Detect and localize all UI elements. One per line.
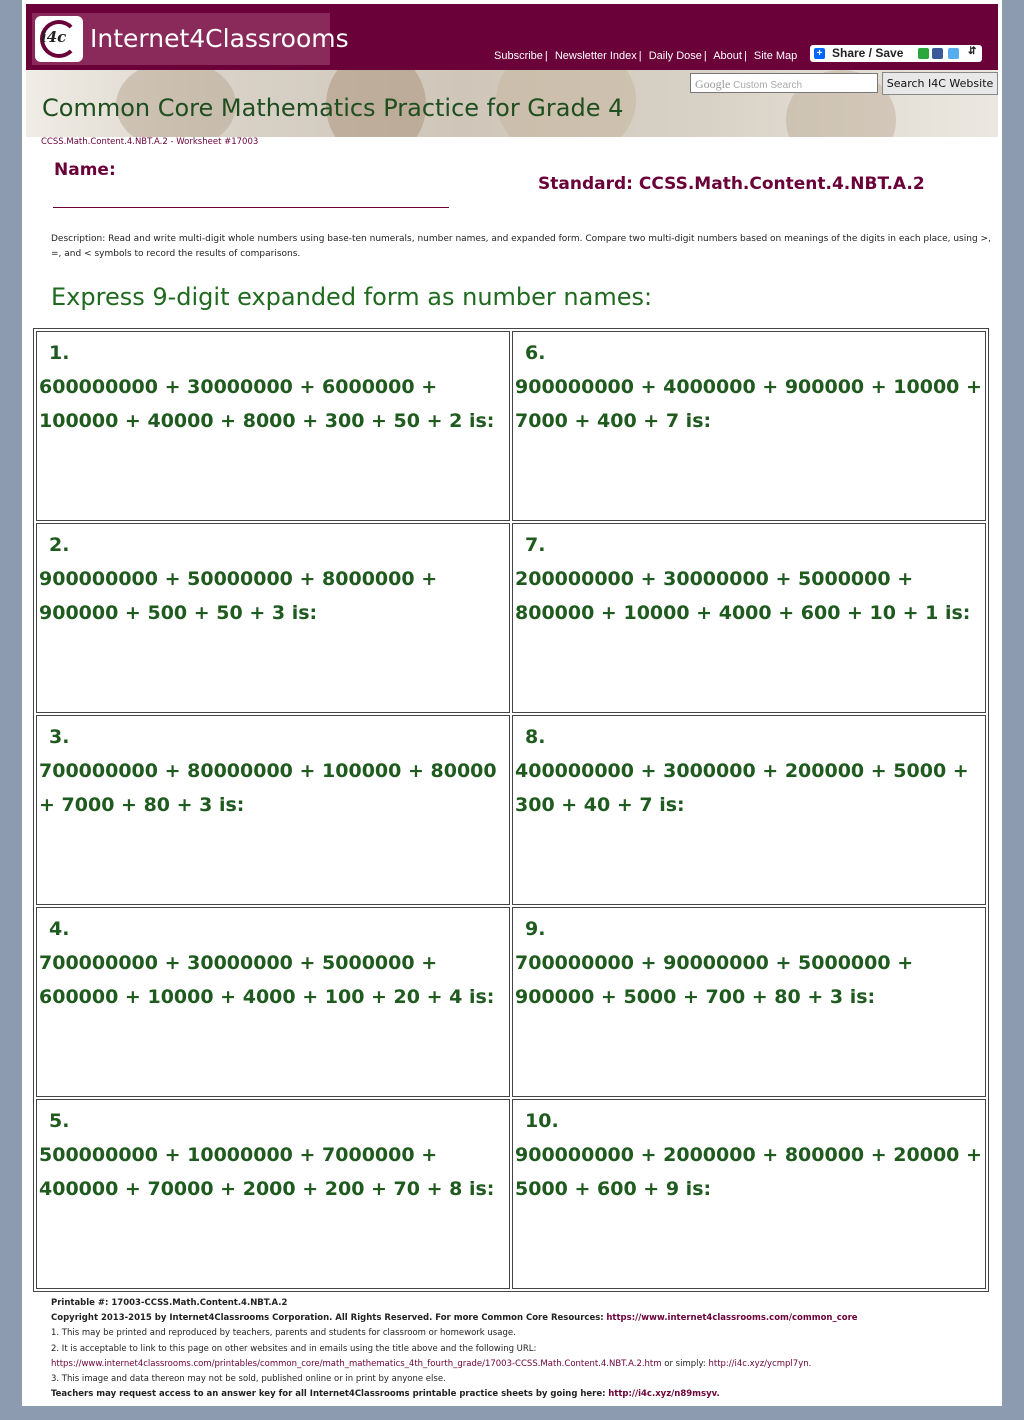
top-navigation bbox=[494, 50, 797, 62]
problem-grid bbox=[33, 328, 989, 1292]
problem-number: 5. bbox=[49, 1110, 70, 1132]
problem-cell bbox=[512, 715, 986, 905]
usage-note-1: 1. This may be printed and reproduced by teachers, parents and students for classroom or homework usage. bbox=[51, 1328, 516, 1339]
site-header bbox=[26, 4, 998, 70]
answer-key-link[interactable]: http://i4c.xyz/n89msyv. bbox=[608, 1389, 720, 1400]
site-logo[interactable] bbox=[32, 13, 349, 65]
or-simply-text: or simply: bbox=[664, 1358, 706, 1369]
problem-number: 2. bbox=[49, 534, 70, 556]
short-url-link[interactable]: http://i4c.xyz/ycmpl7yn. bbox=[708, 1358, 812, 1369]
problem-cell bbox=[512, 907, 986, 1097]
problem-number: 6. bbox=[525, 342, 546, 364]
search-placeholder: Custom Search bbox=[733, 80, 803, 91]
usage-note-2-urls bbox=[51, 1357, 991, 1372]
problem-expression: 500000000 + 10000000 + 7000000 + 400000 + 70000 + 2000 + 200 + 70 + 8 is: bbox=[39, 1144, 495, 1200]
problem-expression: 400000000 + 3000000 + 200000 + 5000 + 300 + 40 + 7 is: bbox=[515, 760, 969, 816]
copyright-line bbox=[51, 1311, 991, 1326]
problem-cell bbox=[36, 1099, 510, 1289]
usage-note-3: 3. This image and data thereon may not be sold, published online or in print by anyone else. bbox=[51, 1374, 446, 1385]
copyright-text: Copyright 2013-2015 by Internet4Classrooms Corporation. All Rights Reserved. For more Common Core Resources: bbox=[51, 1313, 604, 1324]
problem-number: 9. bbox=[525, 918, 546, 940]
share-save-button[interactable] bbox=[810, 45, 982, 62]
nav-separator: | bbox=[544, 50, 548, 62]
printable-number: Printable #: 17003-CCSS.Math.Content.4.NBT.A.2 bbox=[51, 1298, 288, 1308]
worksheet-url-link[interactable]: https://www.internet4classrooms.com/printables/common_core/math_mathematics_4th_fourth_grade/17003-CCSS.Math.Content.4.NBT.A.2.htm bbox=[51, 1358, 662, 1369]
nav-subscribe-link[interactable]: Subscribe bbox=[494, 50, 543, 62]
logo-badge-icon bbox=[35, 16, 83, 62]
google-label: Google bbox=[695, 77, 731, 91]
nav-separator: | bbox=[743, 50, 747, 62]
name-label: Name: bbox=[54, 160, 116, 180]
worksheet-footer bbox=[51, 1296, 991, 1402]
nav-daily-dose-link[interactable]: Daily Dose bbox=[648, 50, 702, 62]
chevron-updown-icon: ⇵ bbox=[968, 46, 977, 57]
share-plus-icon: + bbox=[814, 48, 825, 59]
facebook-icon bbox=[932, 48, 943, 59]
usage-note-2: 2. It is acceptable to link to this page on other websites and in emails using the title above and the following URL: bbox=[51, 1343, 537, 1354]
problem-number: 4. bbox=[49, 918, 70, 940]
problem-expression: 600000000 + 30000000 + 6000000 + 100000 + 40000 + 8000 + 300 + 50 + 2 is: bbox=[39, 376, 495, 432]
email-share-icon bbox=[918, 48, 929, 59]
problem-expression: 700000000 + 30000000 + 5000000 + 600000 + 10000 + 4000 + 100 + 20 + 4 is: bbox=[39, 952, 495, 1008]
problem-cell bbox=[36, 523, 510, 713]
problem-number: 8. bbox=[525, 726, 546, 748]
problem-cell bbox=[512, 1099, 986, 1289]
logo-badge-text: i4c bbox=[41, 28, 67, 46]
problem-expression: 700000000 + 90000000 + 5000000 + 900000 + 5000 + 700 + 80 + 3 is: bbox=[515, 952, 914, 1008]
description-text: Description: Read and write multi-digit whole numbers using base-ten numerals, number names, and expanded form. Compare two multi-digit numbers based on meanings of the digits in each place, using >, =, and < symbols to record the results of comparisons. bbox=[51, 234, 991, 259]
name-underline bbox=[53, 207, 449, 208]
problem-expression: 700000000 + 80000000 + 100000 + 80000 + 7000 + 80 + 3 is: bbox=[39, 760, 497, 816]
problem-expression: 200000000 + 30000000 + 5000000 + 800000 + 10000 + 4000 + 600 + 10 + 1 is: bbox=[515, 568, 971, 624]
page-title: Common Core Mathematics Practice for Grade 4 bbox=[42, 94, 624, 122]
search-button[interactable]: Search I4C Website bbox=[882, 72, 998, 95]
worksheet-page bbox=[22, 0, 1002, 1406]
logo-text: Internet4Classrooms bbox=[90, 24, 349, 53]
problem-expression: 900000000 + 2000000 + 800000 + 20000 + 5000 + 600 + 9 is: bbox=[515, 1144, 982, 1200]
problem-expression: 900000000 + 50000000 + 8000000 + 900000 + 500 + 50 + 3 is: bbox=[39, 568, 438, 624]
worksheet-heading: Express 9-digit expanded form as number names: bbox=[51, 283, 653, 311]
problem-number: 10. bbox=[525, 1110, 559, 1132]
problem-cell bbox=[512, 331, 986, 521]
nav-site-map-link[interactable]: Site Map bbox=[753, 50, 798, 62]
problem-expression: 900000000 + 4000000 + 900000 + 10000 + 7000 + 400 + 7 is: bbox=[515, 376, 982, 432]
nav-separator: | bbox=[703, 50, 707, 62]
search-input[interactable] bbox=[690, 73, 878, 93]
nav-newsletter-index-link[interactable]: Newsletter Index bbox=[554, 50, 637, 62]
nav-about-link[interactable]: About bbox=[713, 50, 742, 62]
standard-label: Standard: CCSS.Math.Content.4.NBT.A.2 bbox=[538, 174, 925, 194]
answer-key-line bbox=[51, 1387, 991, 1402]
answer-key-text: Teachers may request access to an answer key for all Internet4Classrooms printable practice sheets by going here: bbox=[51, 1389, 606, 1400]
problem-cell bbox=[36, 907, 510, 1097]
problem-number: 7. bbox=[525, 534, 546, 556]
share-label: Share / Save bbox=[832, 46, 904, 60]
nav-separator: | bbox=[638, 50, 642, 62]
twitter-icon bbox=[948, 48, 959, 59]
problem-number: 3. bbox=[49, 726, 70, 748]
problem-cell bbox=[36, 331, 510, 521]
problem-cell bbox=[512, 523, 986, 713]
common-core-link[interactable]: https://www.internet4classrooms.com/common_core bbox=[606, 1313, 858, 1324]
problem-number: 1. bbox=[49, 342, 70, 364]
breadcrumb: CCSS.Math.Content.4.NBT.A.2 - Worksheet #17003 bbox=[41, 137, 259, 147]
problem-cell bbox=[36, 715, 510, 905]
header-photo-band bbox=[26, 70, 998, 137]
